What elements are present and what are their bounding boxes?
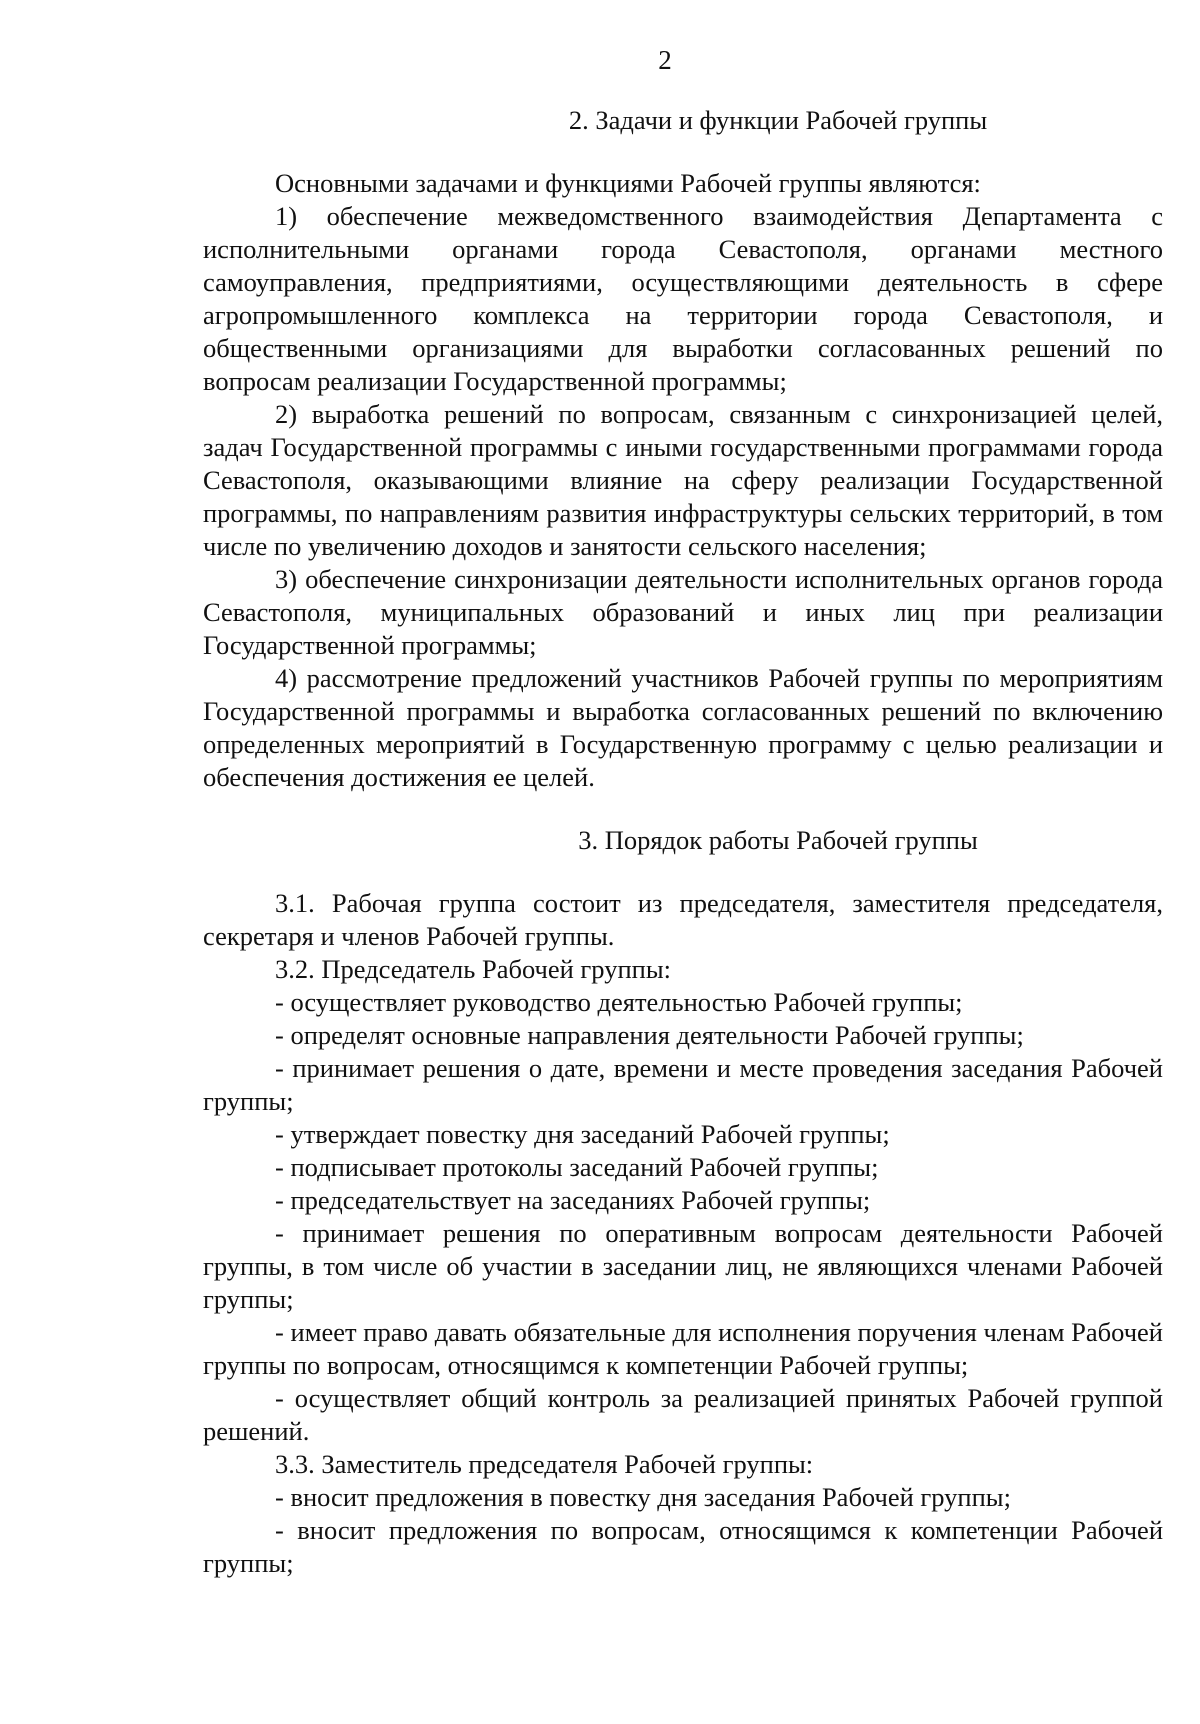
section-3-heading: 3. Порядок работы Рабочей группы	[578, 825, 978, 855]
chair-duty-8: - имеет право давать обязательные для исполнения поручения членам Рабочей группы по вопросам, относящимся к компетенции Рабочей группы;	[203, 1317, 1163, 1380]
clause-3-3: 3.3. Заместитель председателя Рабочей группы:	[275, 1449, 814, 1479]
section-2-intro: Основными задачами и функциями Рабочей группы являются:	[275, 168, 981, 198]
section-2-item-1: 1) обеспечение межведомственного взаимодействия Департамента с исполнительными органами города Севастополя, органами местного самоуправления, предприятиями, осуществляющими деятельность в сфере агропромышленного комплекса на территории города Севастополя, и общественными организациями для выработки согласованных решений по вопросам реализации Государственной программы;	[203, 201, 1163, 396]
section-2-heading: 2. Задачи и функции Рабочей группы	[568, 105, 988, 135]
section-2-item-2: 2) выработка решений по вопросам, связанным с синхронизацией целей, задач Государственной программы с иными государственными программами города Севастополя, оказывающими влияние на сферу реализации Государственной программы, по направлениям развития инфраструктуры сельских территорий, в том числе по увеличению доходов и занятости сельского населения;	[203, 399, 1163, 561]
section-2-item-3: 3) обеспечение синхронизации деятельности исполнительных органов города Севастополя, муниципальных образований и иных лиц при реализации Государственной программы;	[203, 564, 1163, 660]
section-2-item-4: 4) рассмотрение предложений участников Рабочей группы по мероприятиям Государственной программы и выработка согласованных решений по включению определенных мероприятий в Государственную программу с целью реализации и обеспечения достижения ее целей.	[203, 663, 1163, 792]
chair-duty-2: - определят основные направления деятельности Рабочей группы;	[275, 1020, 1024, 1050]
chair-duty-6: - председательствует на заседаниях Рабочей группы;	[275, 1185, 871, 1215]
deputy-duty-2: - вносит предложения по вопросам, относящимся к компетенции Рабочей группы;	[203, 1515, 1163, 1578]
page-number: 2	[658, 45, 672, 75]
chair-duty-4: - утверждает повестку дня заседаний Рабочей группы;	[275, 1119, 890, 1149]
chair-duty-7: - принимает решения по оперативным вопросам деятельности Рабочей группы, в том числе об участии в заседании лиц, не являющихся членами Рабочей группы;	[203, 1218, 1163, 1314]
chair-duty-5: - подписывает протоколы заседаний Рабочей группы;	[275, 1152, 879, 1182]
document-body	[203, 104, 1163, 1580]
chair-duty-9: - осуществляет общий контроль за реализацией принятых Рабочей группой решений.	[203, 1383, 1163, 1446]
chair-duty-3: - принимает решения о дате, времени и месте проведения заседания Рабочей группы;	[203, 1053, 1163, 1116]
deputy-duty-1: - вносит предложения в повестку дня заседания Рабочей группы;	[275, 1482, 1011, 1512]
clause-3-1: 3.1. Рабочая группа состоит из председателя, заместителя председателя, секретаря и членов Рабочей группы.	[203, 888, 1163, 951]
chair-duty-1: - осуществляет руководство деятельностью Рабочей группы;	[275, 987, 963, 1017]
clause-3-2: 3.2. Председатель Рабочей группы:	[275, 954, 671, 984]
